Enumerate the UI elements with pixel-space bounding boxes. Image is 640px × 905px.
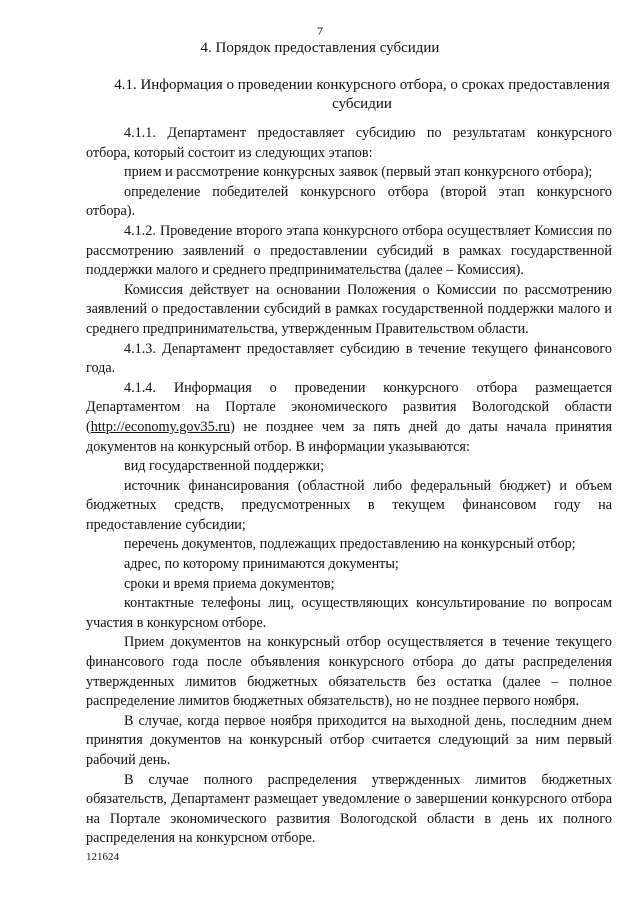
list-item-contacts: контактные телефоны лиц, осуществляющих консультирование по вопросам участия в конкурсном отборе. bbox=[86, 595, 612, 631]
paragraph-completion: В случае полного распределения утвержденных лимитов бюджетных обязательств, Департамент размещает уведомление о завершении конкурсного отбора на Портале экономического развития Вологодской области в день их полного распределения на конкурсном отборе. bbox=[86, 771, 612, 847]
paragraph-4-1-2: 4.1.2. Проведение второго этапа конкурсного отбора осуществляет Комиссия по рассмотрению заявлений о предоставлении субсидий в рамках государственной поддержки малого и среднего предпринимательства (далее – Комиссия). bbox=[86, 222, 612, 279]
paragraph-4-1-1: 4.1.1. Департамент предоставляет субсидию по результатам конкурсного отбора, который состоит из следующих этапов: bbox=[86, 125, 612, 161]
page-number: 7 bbox=[317, 24, 323, 38]
paragraph-4-1-3: 4.1.3. Департамент предоставляет субсидию в течение текущего финансового года. bbox=[86, 340, 612, 377]
document-body bbox=[86, 124, 612, 849]
paragraph-4-1-4 bbox=[86, 379, 612, 457]
list-item-stage-1: прием и рассмотрение конкурсных заявок (первый этап конкурсного отбора); bbox=[124, 164, 593, 181]
paragraph-4-1-4-text-end: ) не позднее чем за пять дней до даты начала принятия документов на конкурсный отбор. В информации указываются: bbox=[86, 418, 612, 455]
paragraph-acceptance: Прием документов на конкурсный отбор осуществляется в течение текущего финансового года после объявления конкурсного отбора до даты распределения утвержденных лимитов бюджетных обязательств без остатка (далее – полное распределение лимитов бюджетных обязательств), но не позднее первого ноября. bbox=[86, 634, 612, 710]
paragraph-4-1-4-text: 4.1.4. Информация о проведении конкурсного отбора размещается Департаментом на Портале экономического развития Вологодской области ( bbox=[86, 379, 612, 435]
document-id: 121624 bbox=[86, 851, 119, 863]
paragraph-holiday: В случае, когда первое ноября приходится на выходной день, последним днем принятия документов на конкурсный отбор считается следующий за ним первый рабочий день. bbox=[86, 712, 612, 768]
list-item-documents-list: перечень документов, подлежащих предоставлению на конкурсный отбор; bbox=[124, 536, 576, 553]
list-item-stage-2: определение победителей конкурсного отбора (второй этап конкурсного отбора). bbox=[86, 183, 612, 220]
list-item-funding-source: источник финансирования (областной либо федеральный бюджет) и объем бюджетных средств, предусмотренных в текущем финансовом году на предоставление субсидии; bbox=[86, 477, 612, 533]
subsection-title: 4.1. Информация о проведении конкурсного отбора, о сроках предоставления субсидии bbox=[114, 77, 610, 112]
section-title: 4. Порядок предоставления субсидии bbox=[200, 40, 440, 56]
list-item-support-type: вид государственной поддержки; bbox=[124, 458, 325, 475]
portal-link[interactable]: http://economy.gov35.ru bbox=[90, 418, 231, 435]
list-item-deadlines: сроки и время приема документов; bbox=[124, 575, 335, 592]
list-item-address: адрес, по которому принимаются документы; bbox=[124, 556, 399, 573]
paragraph-commission: Комиссия действует на основании Положения о Комиссии по рассмотрению заявлений о предоставлении субсидий в рамках государственной поддержки малого и среднего предпринимательства, утвержденным Правительством области. bbox=[86, 281, 612, 337]
